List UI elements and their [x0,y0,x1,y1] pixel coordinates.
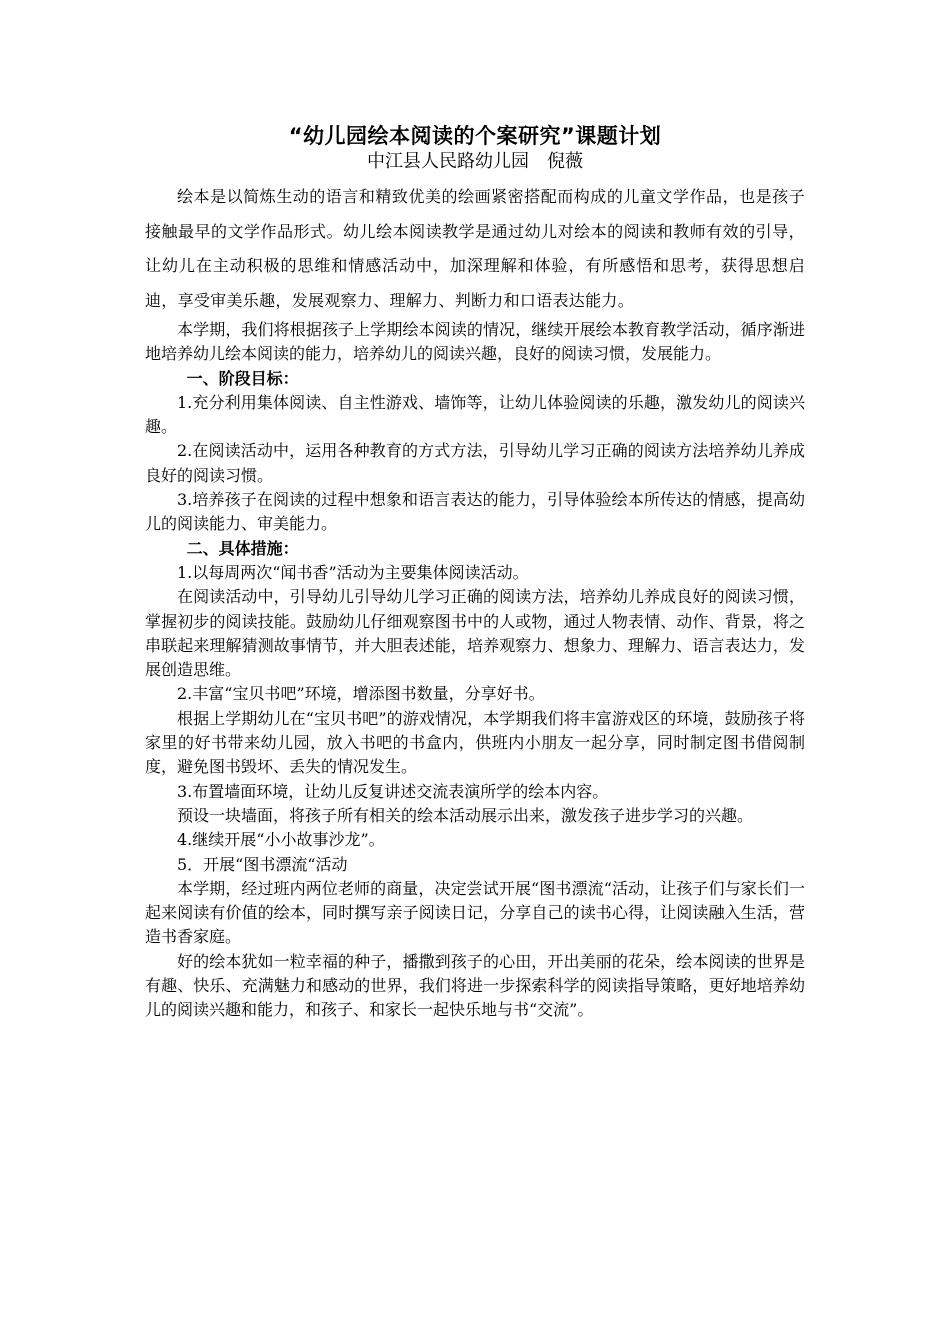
goal-item-2: 2.在阅读活动中，运用各种教育的方式方法，引导幼儿学习正确的阅读方法培养幼儿养成良好的阅读习惯。 [145,441,805,485]
document-page [145,122,805,1023]
measures-heading: 二、具体措施： [186,538,299,558]
measure-3-title: 3.布置墙面环境，让幼儿反复讲述交流表演所学的绘本内容。 [177,781,609,801]
goal-item-3: 3.培养孩子在阅读的过程中想象和语言表达的能力，引导体验绘本所传达的情感，提高幼儿的阅读能力、审美能力。 [145,490,805,534]
measure-3-body: 预设一块墙面，将孩子所有相关的绘本活动展示出来，激发孩子进步学习的兴趣。 [177,805,754,825]
intro-paragraph: 绘本是以简炼生动的语言和精致优美的绘画紧密搭配而构成的儿童文学作品，也是孩子接触最早的文学作品形式。幼儿绘本阅读教学是通过幼儿对绘本的阅读和教师有效的引导，让幼儿在主动积极的思维和情感活动中，加深理解和体验，有所感悟和思考，获得思想启迪，享受审美乐趣，发展观察力、理解力、判断力和口语表达能力。 [145,187,805,310]
measure-5-body: 本学期，经过班内两位老师的商量，决定尝试开展“图书漂流“活动，让孩子们与家长们一起来阅读有价值的绘本，同时撰写亲子阅读日记，分享自己的读书心得，让阅读融入生活，营造书香家庭。 [145,878,805,947]
document-title: “幼儿园绘本阅读的个案研究”课题计划 [288,124,662,148]
measure-5-title: 5．开展“图书漂流“活动 [177,854,348,874]
measure-1-title: 1.以每周两次“闻书香”活动为主要集体阅读活动。 [177,562,529,582]
goal-item-1: 1.充分利用集体阅读、自主性游戏、墙饰等，让幼儿体验阅读的乐趣，激发幼儿的阅读兴趣。 [145,392,805,437]
measure-1-body: 在阅读活动中，引导幼儿引导幼儿学习正确的阅读方法，培养幼儿养成良好的阅读习惯，掌握初步的阅读技能。鼓励幼儿仔细观察图书中的人或物，通过人物表情、动作、背景，将之串联起来理解猜测故事情节，并大胆表述能，培养观察力、想象力、理解力、语言表达力，发展创造思维。 [145,587,805,680]
measure-2-title: 2.丰富“宝贝书吧”环境，增添图书数量，分享好书。 [177,684,545,704]
measure-4-title: 4.继续开展“小小故事沙龙”。 [177,830,385,850]
semester-paragraph: 本学期，我们将根据孩子上学期绘本阅读的情况，继续开展绘本教育教学活动，循序渐进地培养幼儿绘本阅读的能力，培养幼儿的阅读兴趣，良好的阅读习惯，发展能力。 [145,320,805,364]
conclusion-paragraph: 好的绘本犹如一粒幸福的种子，播撒到孩子的心田，开出美丽的花朵，绘本阅读的世界是有趣、快乐、充满魅力和感动的世界，我们将进一步探索科学的阅读指导策略，更好地培养幼儿的阅读兴趣和能力，和孩子、和家长一起快乐地与书“交流”。 [145,951,805,1020]
document-author: 中江县人民路幼儿园 倪薇 [367,151,583,172]
measure-2-body: 根据上学期幼儿在“宝贝书吧”的游戏情况，本学期我们将丰富游戏区的环境，鼓励孩子将家里的好书带来幼儿园，放入书吧的书盒内，供班内小朋友一起分享，同时制定图书借阅制度，避免图书毁坏、丢失的情况发生。 [145,708,805,777]
goals-heading: 一、阶段目标： [186,368,299,388]
